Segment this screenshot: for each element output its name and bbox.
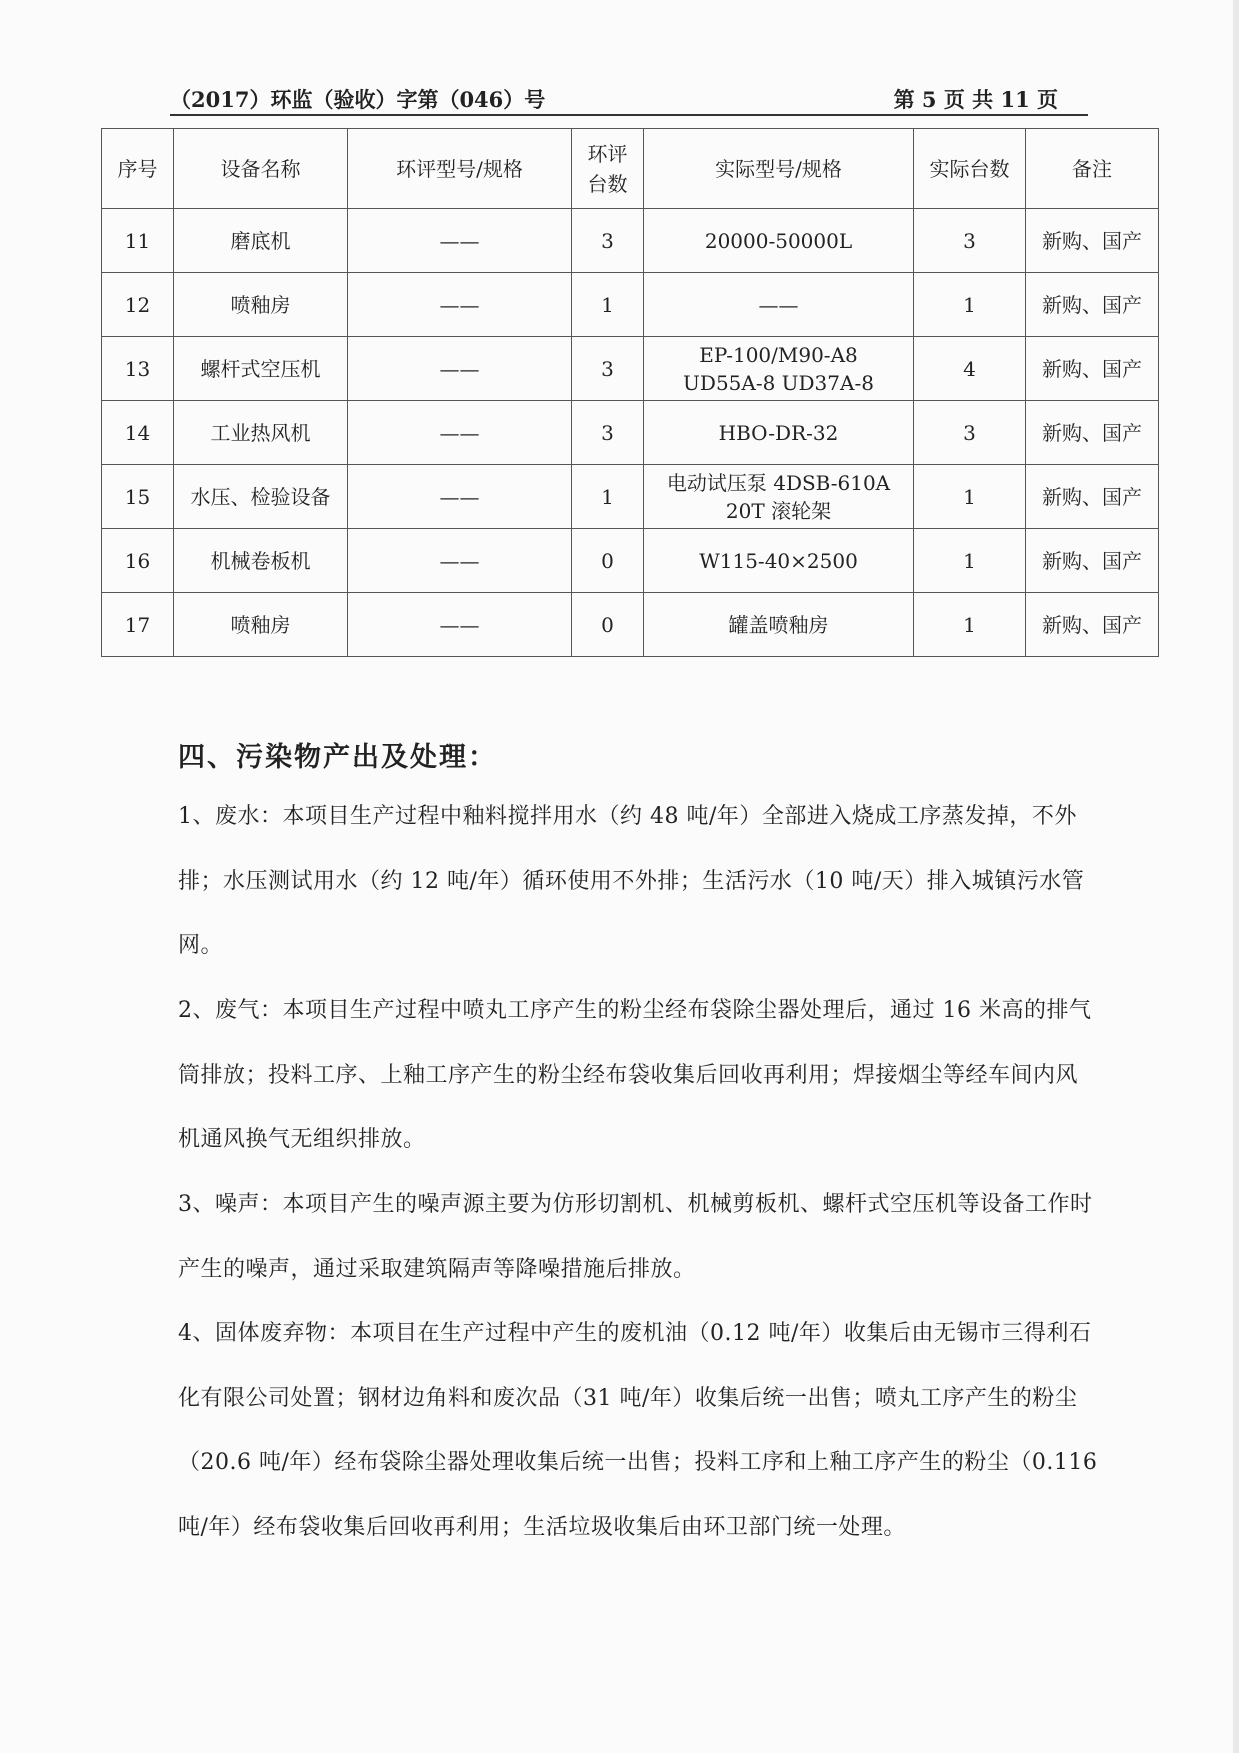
table-row — [102, 593, 1159, 657]
cell-eia-model: —— — [348, 209, 572, 273]
cell-eia-qty: 1 — [572, 273, 644, 337]
table-header-row — [102, 129, 1159, 209]
paragraph-text: 1、废水：本项目生产过程中釉料搅拌用水（约 48 吨/年）全部进入烧成工序蒸发掉，不外排；水压测试用水（约 12 吨/年）循环使用不外排；生活污水（10 吨/天）排入城镇污水管网。 — [178, 804, 1085, 958]
cell-remark: 新购、国产 — [1026, 593, 1159, 657]
table-row — [102, 273, 1159, 337]
cell-name: 水压、检验设备 — [174, 465, 348, 529]
cell-no: 17 — [102, 593, 174, 657]
col-header-eia-qty — [572, 129, 644, 209]
cell-actual-qty: 1 — [914, 465, 1026, 529]
cell-name: 螺杆式空压机 — [174, 337, 348, 401]
cell-no: 11 — [102, 209, 174, 273]
section-title: 四、污染物产出及处理： — [178, 742, 497, 773]
cell-name: 喷釉房 — [174, 273, 348, 337]
cell-name: 喷釉房 — [174, 593, 348, 657]
col-header-no: 序号 — [102, 129, 174, 209]
doc-number: （2017）环监（验收）字第（046）号 — [170, 87, 546, 112]
table-row — [102, 337, 1159, 401]
cell-no: 12 — [102, 273, 174, 337]
cell-name: 工业热风机 — [174, 401, 348, 465]
table-row — [102, 529, 1159, 593]
paragraph-noise — [178, 1173, 1098, 1302]
cell-eia-model: —— — [348, 273, 572, 337]
col-header-actual-model: 实际型号/规格 — [644, 129, 914, 209]
cell-actual-model: 20000-50000L — [644, 209, 914, 273]
cell-eia-qty: 3 — [572, 209, 644, 273]
cell-actual-model: EP-100/M90-A8 UD55A-8 UD37A-8 — [644, 337, 914, 401]
table-row — [102, 209, 1159, 273]
cell-actual-qty: 1 — [914, 529, 1026, 593]
col-header-name: 设备名称 — [174, 129, 348, 209]
cell-eia-qty: 3 — [572, 337, 644, 401]
cell-name: 机械卷板机 — [174, 529, 348, 593]
page-info: 第 5 页 共 11 页 — [893, 87, 1058, 112]
cell-eia-qty: 0 — [572, 593, 644, 657]
cell-actual-qty: 1 — [914, 593, 1026, 657]
equipment-table — [101, 128, 1159, 657]
cell-eia-qty: 1 — [572, 465, 644, 529]
paragraph-solid-waste — [178, 1302, 1098, 1560]
cell-eia-qty: 3 — [572, 401, 644, 465]
cell-remark: 新购、国产 — [1026, 529, 1159, 593]
cell-eia-model: —— — [348, 593, 572, 657]
cell-remark: 新购、国产 — [1026, 209, 1159, 273]
col-header-actual-qty: 实际台数 — [914, 129, 1026, 209]
paragraph-wastewater — [178, 785, 1098, 979]
cell-actual-qty: 3 — [914, 209, 1026, 273]
cell-remark: 新购、国产 — [1026, 401, 1159, 465]
cell-eia-model: —— — [348, 401, 572, 465]
cell-actual-qty: 4 — [914, 337, 1026, 401]
cell-eia-qty: 0 — [572, 529, 644, 593]
table-row — [102, 401, 1159, 465]
cell-eia-model: —— — [348, 465, 572, 529]
cell-eia-model: —— — [348, 529, 572, 593]
cell-actual-model: 电动试压泵 4DSB-610A 20T 滚轮架 — [644, 465, 914, 529]
paragraph-text: 3、噪声：本项目产生的噪声源主要为仿形切割机、机械剪板机、螺杆式空压机等设备工作时产生的噪声，通过采取建筑隔声等降噪措施后排放。 — [178, 1192, 1093, 1282]
table-body — [102, 209, 1159, 657]
paragraph-text: 4、固体废弃物：本项目在生产过程中产生的废机油（0.12 吨/年）收集后由无锡市三得利石化有限公司处置；钢材边角料和废次品（31 吨/年）收集后统一出售；喷丸工序产生的粉尘（20.6 吨/年）经布袋除尘器处理收集后统一出售；投料工序和上釉工序产生的粉尘（0.116 吨/年）经布袋收集后回收再利用；生活垃圾收集后由环卫部门统一处理。 — [178, 1321, 1098, 1540]
cell-actual-qty: 3 — [914, 401, 1026, 465]
cell-eia-model: —— — [348, 337, 572, 401]
cell-no: 15 — [102, 465, 174, 529]
cell-no: 16 — [102, 529, 174, 593]
cell-remark: 新购、国产 — [1026, 465, 1159, 529]
page-header — [170, 78, 1088, 116]
cell-no: 14 — [102, 401, 174, 465]
col-header-eia-qty-label: 环评台数 — [587, 141, 628, 196]
paragraph-exhaust-gas — [178, 979, 1098, 1173]
cell-name: 磨底机 — [174, 209, 348, 273]
table-row — [102, 465, 1159, 529]
cell-no: 13 — [102, 337, 174, 401]
cell-actual-model: HBO-DR-32 — [644, 401, 914, 465]
cell-actual-model: 罐盖喷釉房 — [644, 593, 914, 657]
cell-actual-model: W115-40×2500 — [644, 529, 914, 593]
col-header-eia-model: 环评型号/规格 — [348, 129, 572, 209]
cell-remark: 新购、国产 — [1026, 273, 1159, 337]
cell-actual-qty: 1 — [914, 273, 1026, 337]
col-header-remark: 备注 — [1026, 129, 1159, 209]
cell-actual-model: —— — [644, 273, 914, 337]
page-edge — [1233, 0, 1239, 1753]
cell-remark: 新购、国产 — [1026, 337, 1159, 401]
paragraph-text: 2、废气：本项目生产过程中喷丸工序产生的粉尘经布袋除尘器处理后，通过 16 米高的排气筒排放；投料工序、上釉工序产生的粉尘经布袋收集后回收再利用；焊接烟尘等经车间内风机通风换气无组织排放。 — [178, 998, 1092, 1152]
